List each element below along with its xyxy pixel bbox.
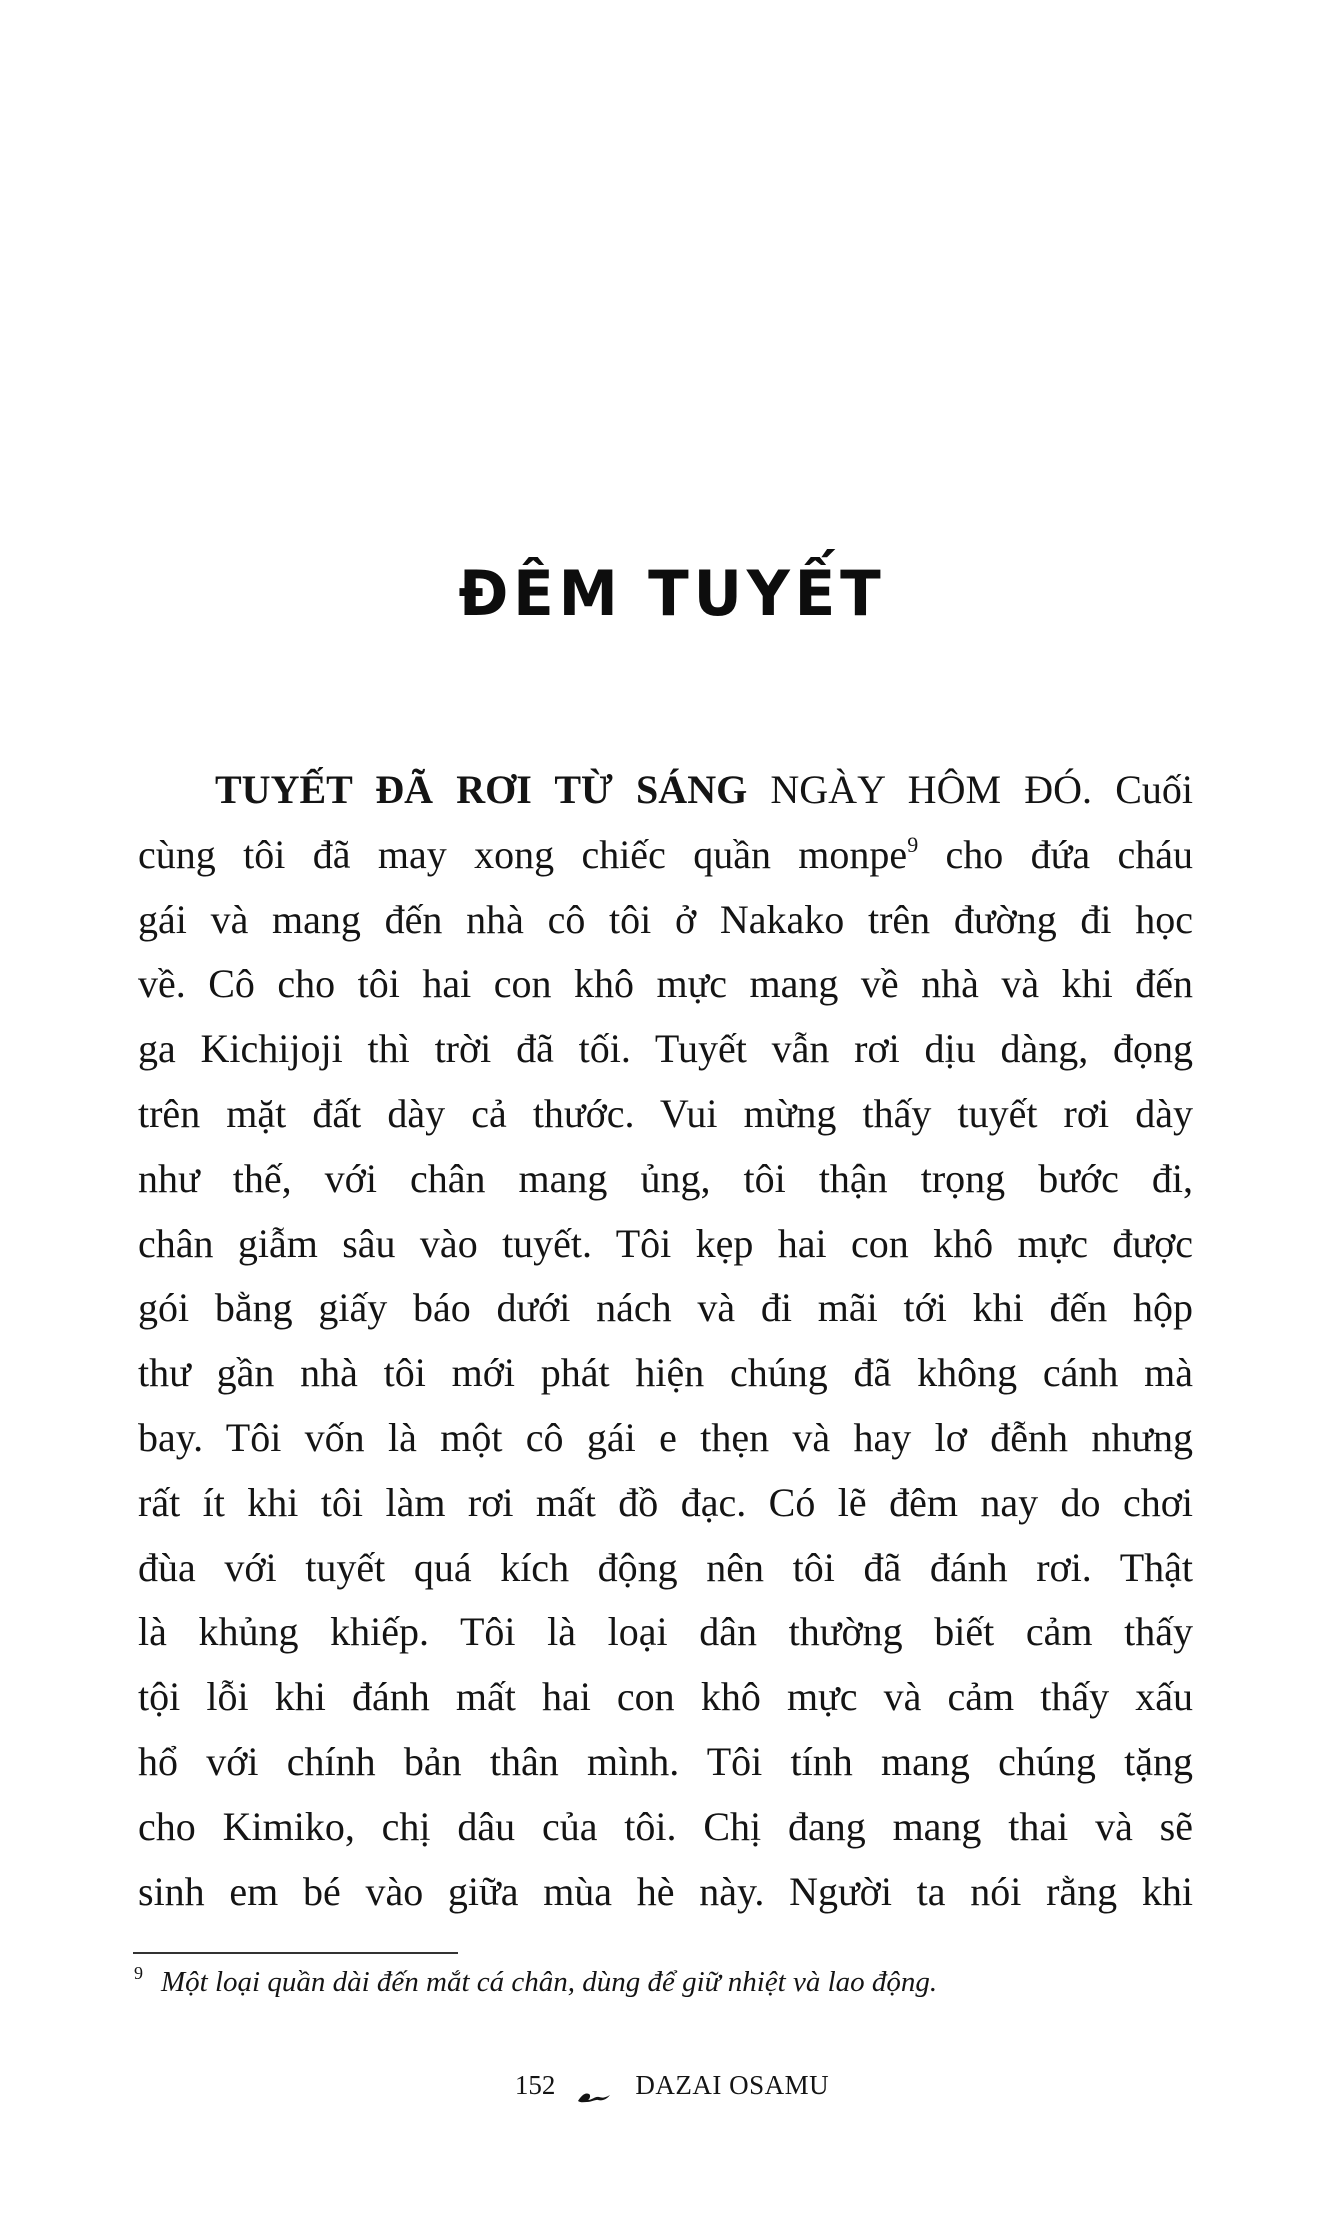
page-number: 152	[514, 2069, 556, 2100]
footnote	[134, 1962, 1194, 2002]
body-line: đùa với tuyết quá kích động nên tôi đã đánh rơi. Thật	[138, 1544, 1193, 1590]
body-line: gái và mang đến nhà cô tôi ở Nakako trên đường đi học	[138, 896, 1193, 942]
body-line: sinh em bé vào giữa mùa hè này. Người ta nói rằng khi	[138, 1868, 1193, 1914]
swash-ornament-icon	[577, 2077, 611, 2093]
body-line-text: cho đứa cháu	[918, 831, 1193, 877]
lead-in-bold: TUYẾT ĐÃ RƠI TỪ SÁNG	[215, 767, 748, 812]
page-footer	[0, 2064, 1344, 2103]
body-text	[138, 758, 1193, 1924]
body-line: như thế, với chân mang ủng, tôi thận trọng bước đi,	[138, 1155, 1193, 1201]
footnote-reference[interactable]: 9	[907, 831, 919, 857]
footnote-divider	[133, 1952, 458, 1954]
body-line: về. Cô cho tôi hai con khô mực mang về nhà và khi đến	[138, 961, 1193, 1007]
footnote-text: Một loại quần dài đến mắt cá chân, dùng để giữ nhiệt và lao động.	[161, 1966, 938, 1998]
body-line-text: NGÀY HÔM ĐÓ. Cuối	[747, 767, 1194, 812]
body-line: hổ với chính bản thân mình. Tôi tính mang chúng tặng	[138, 1738, 1193, 1784]
body-line: tội lỗi khi đánh mất hai con khô mực và cảm thấy xấu	[138, 1674, 1193, 1720]
body-line: cho Kimiko, chị dâu của tôi. Chị đang mang thai và sẽ	[138, 1803, 1193, 1849]
footnote-number: 9	[134, 1963, 143, 1983]
body-line	[138, 823, 1193, 888]
chapter-title: ĐÊM TUYẾT	[458, 557, 886, 630]
body-line: là khủng khiếp. Tôi là loại dân thường biết cảm thấy	[138, 1609, 1193, 1655]
body-line-text: cùng tôi đã may xong chiếc quần monpe	[138, 831, 908, 877]
body-line: bay. Tôi vốn là một cô gái e thẹn và hay lơ đễnh nhưng	[138, 1414, 1193, 1460]
body-line: chân giẫm sâu vào tuyết. Tôi kẹp hai con khô mực được	[138, 1220, 1193, 1266]
body-line: trên mặt đất dày cả thước. Vui mừng thấy tuyết rơi dày	[138, 1090, 1193, 1136]
body-line: gói bằng giấy báo dưới nách và đi mãi tới khi đến hộp	[138, 1285, 1193, 1331]
body-line: thư gần nhà tôi mới phát hiện chúng đã không cánh mà	[138, 1350, 1193, 1396]
body-line: rất ít khi tôi làm rơi mất đồ đạc. Có lẽ đêm nay do chơi	[138, 1479, 1193, 1525]
body-line	[138, 758, 1193, 823]
author-name: DAZAI OSAMU	[635, 2069, 830, 2100]
body-line: ga Kichijoji thì trời đã tối. Tuyết vẫn rơi dịu dàng, đọng	[138, 1026, 1193, 1072]
